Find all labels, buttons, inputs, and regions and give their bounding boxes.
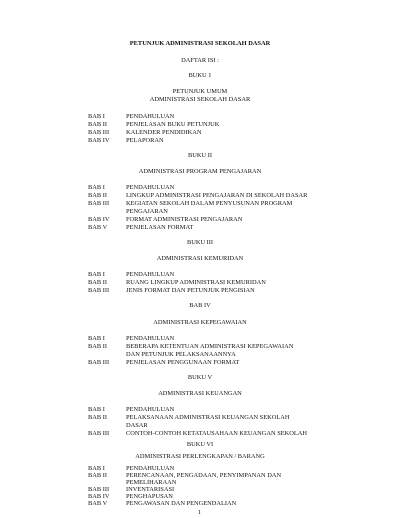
- chapter-number: BAB III: [88, 486, 110, 493]
- chapter-number: BAB III: [88, 200, 110, 207]
- chapter-title: CONTOH-CONTOH KETATAUSAHAAN KEUANGAN SEKOLAH: [126, 430, 308, 437]
- chapter-title: PENDAHULUAN: [126, 184, 175, 191]
- book-5-subtitle: ADMINISTRASI KEUANGAN: [158, 390, 242, 397]
- chapter-number: BAB II: [88, 343, 107, 350]
- book-3-heading: BUKU III: [186, 239, 214, 246]
- book-5-heading: BUKU V: [187, 374, 213, 381]
- chapter-title: PENDAHULUAN: [126, 406, 175, 413]
- chapter-title: DAN PETUNJUK PELAKSANAANNYA: [126, 351, 236, 358]
- chapter-title: PENDAHULUAN: [126, 113, 175, 120]
- chapter-number: BAB I: [88, 335, 105, 342]
- chapter-title: INVENTARISASI: [126, 486, 175, 493]
- book-2-subtitle: ADMINISTRASI PROGRAM PENGAJARAN: [138, 168, 262, 175]
- chapter-title: DASAR: [126, 422, 148, 429]
- chapter-title: PENDAHULUAN: [126, 465, 175, 472]
- chapter-number: BAB IV: [88, 493, 110, 500]
- chapter-title: PENGAJARAN: [126, 208, 168, 215]
- chapter-number: BAB V: [88, 500, 108, 507]
- chapter-title: BEBERAPA KETENTUAN ADMINISTRASI KEPEGAWAIAN: [126, 343, 294, 350]
- chapter-title: LINGKUP ADMINISTRASI PENGAJARAN DI SEKOLAH DASAR: [126, 192, 308, 199]
- chapter-number: BAB II: [88, 279, 107, 286]
- page-number: 1: [198, 509, 202, 516]
- chapter-title: PEMELIHARAAN: [126, 479, 177, 486]
- chapter-number: BAB I: [88, 465, 105, 472]
- book-2-heading: BUKU II: [188, 152, 212, 159]
- chapter-number: BAB II: [88, 121, 107, 128]
- chapter-title: PELAKSANAAN ADMINISTRASI KEUANGAN SEKOLAH: [126, 414, 290, 421]
- chapter-number: BAB II: [88, 414, 107, 421]
- chapter-number: BAB III: [88, 129, 110, 136]
- chapter-title: KALENDER PENDIDIKAN: [126, 129, 202, 136]
- chapter-title: PERENCANAAN, PENGADAAN, PENYIMPANAN DAN: [126, 472, 282, 479]
- chapter-number: BAB II: [88, 472, 107, 479]
- chapter-number: BAB I: [88, 184, 105, 191]
- chapter-title: PENJELASAN PENGGUNAAN FORMAT: [126, 359, 240, 366]
- toc-heading: DAFTAR ISI :: [181, 57, 219, 64]
- chapter-number: BAB I: [88, 113, 105, 120]
- chapter-number: BAB I: [88, 271, 105, 278]
- book-6-heading: BUKU VI: [186, 441, 214, 448]
- chapter-number: BAB V: [88, 224, 108, 231]
- chapter-title: PENGAWASAN DAN PENGENDALIAN: [126, 500, 237, 507]
- book-6-subtitle: ADMINISTRASI PERLENGKAPAN / BARANG: [135, 453, 265, 460]
- chapter-title: FORMAT ADMINISTRASI PENGAJARAN: [126, 216, 243, 223]
- book-1-subtitle-1: PETUNJUK UMUM: [172, 88, 228, 95]
- chapter-title: PENDAHULUAN: [126, 335, 175, 342]
- chapter-title: PENJELASAN BUKU PETUNJUK: [126, 121, 220, 128]
- book-4-heading: BAB IV: [189, 302, 211, 309]
- chapter-title: PENGHAPUSAN: [126, 493, 173, 500]
- book-3-subtitle: ADMINISTRASI KEMURIDAN: [156, 255, 244, 262]
- chapter-number: BAB I: [88, 406, 105, 413]
- chapter-title: JENIS FORMAT DAN PETUNJUK PENGISIAN: [126, 287, 255, 294]
- chapter-title: PENDAHULUAN: [126, 271, 175, 278]
- book-4-subtitle: ADMINISTRASI KEPEGAWAIAN: [153, 319, 247, 326]
- chapter-number: BAB III: [88, 359, 110, 366]
- document-title: PETUNJUK ADMINISTRASI SEKOLAH DASAR: [129, 40, 271, 47]
- book-1-subtitle-2: ADMINISTRASI SEKOLAH DASAR: [149, 96, 251, 103]
- book-1-heading: BUKU 1: [188, 72, 212, 79]
- chapter-number: BAB III: [88, 287, 110, 294]
- chapter-title: PENJELASAN FORMAT: [126, 224, 194, 231]
- chapter-title: KEGIATAN SEKOLAH DALAM PENYUSUNAN PROGRAM: [126, 200, 293, 207]
- chapter-number: BAB IV: [88, 137, 110, 144]
- chapter-number: BAB II: [88, 192, 107, 199]
- chapter-number: BAB III: [88, 430, 110, 437]
- chapter-title: RUANG LINGKUP ADMINISTRASI KEMURIDAN: [126, 279, 266, 286]
- chapter-title: PELAPORAN: [126, 137, 164, 144]
- chapter-number: BAB IV: [88, 216, 110, 223]
